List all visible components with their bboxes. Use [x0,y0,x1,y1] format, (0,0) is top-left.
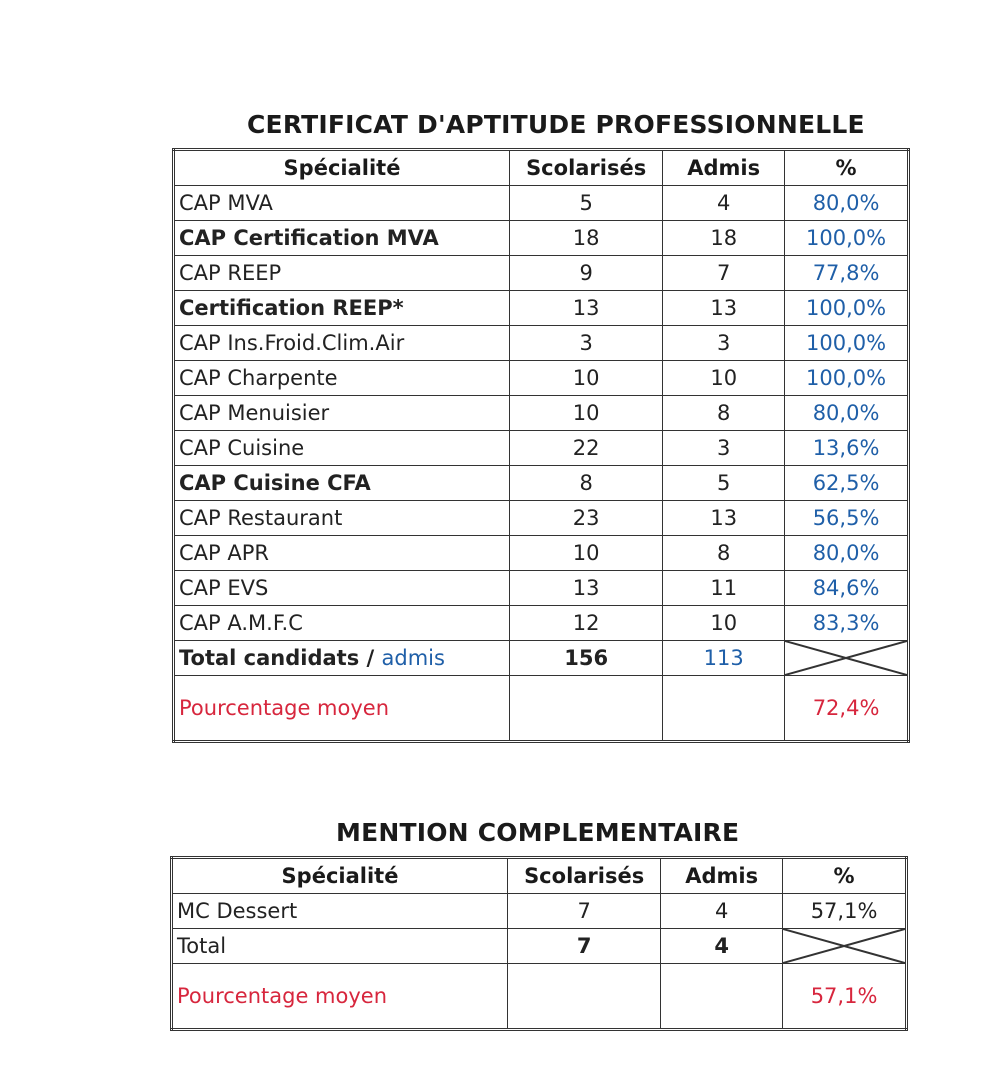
cell-admis: 8 [663,536,785,571]
cell-scolarises: 7 [508,894,661,929]
cell-scolarises: 18 [510,221,663,256]
cap-average-row [174,676,909,742]
cell-scolarises: 3 [510,326,663,361]
cell-percent: 62,5% [785,466,909,501]
header-specialite: Spécialité [174,150,510,186]
cell-specialite: CAP REEP [174,256,510,291]
header-admis: Admis [661,858,783,894]
mc-total-row [172,929,907,964]
average-label: Pourcentage moyen [172,964,508,1030]
cap-total-row [174,641,909,676]
total-label: Total [172,929,508,964]
cell-scolarises: 10 [510,536,663,571]
table-row [174,571,909,606]
total-label [174,641,510,676]
cross-icon [785,641,907,675]
cell-percent: 100,0% [785,291,909,326]
cell-admis: 8 [663,396,785,431]
average-percent: 72,4% [785,676,909,742]
cell-scolarises: 10 [510,396,663,431]
total-scolarises: 156 [510,641,663,676]
cell-percent: 80,0% [785,536,909,571]
cell-admis: 4 [663,186,785,221]
table-row [174,431,909,466]
cell-specialite: CAP Restaurant [174,501,510,536]
table-row [174,466,909,501]
table-row [174,361,909,396]
cell-admis: 4 [661,894,783,929]
cell-percent: 83,3% [785,606,909,641]
table-row [174,326,909,361]
total-admis-label: admis [381,646,445,670]
average-percent: 57,1% [783,964,907,1030]
cell-admis: 5 [663,466,785,501]
cell-specialite: CAP EVS [174,571,510,606]
average-empty-cell [663,676,785,742]
cell-scolarises: 8 [510,466,663,501]
cap-title: CERTIFICAT D'APTITUDE PROFESSIONNELLE [247,110,865,139]
header-specialite: Spécialité [172,858,508,894]
cross-icon [783,929,905,963]
cell-admis: 13 [663,501,785,536]
crossed-out-cell [785,641,909,676]
cell-scolarises: 10 [510,361,663,396]
mc-average-row [172,964,907,1030]
header-scolarises: Scolarisés [510,150,663,186]
average-empty-cell [510,676,663,742]
mc-table-body [172,894,907,1030]
cell-specialite: CAP Cuisine [174,431,510,466]
cell-scolarises: 13 [510,291,663,326]
cell-specialite: CAP Ins.Froid.Clim.Air [174,326,510,361]
mc-table [170,856,908,1031]
cell-specialite: CAP MVA [174,186,510,221]
table-row [174,396,909,431]
table-row [172,894,907,929]
average-empty-cell [661,964,783,1030]
header-percent: % [785,150,909,186]
cell-scolarises: 9 [510,256,663,291]
total-admis: 4 [661,929,783,964]
cell-admis: 11 [663,571,785,606]
table-row [174,536,909,571]
crossed-out-cell [783,929,907,964]
cell-specialite: CAP Cuisine CFA [174,466,510,501]
cell-percent: 57,1% [783,894,907,929]
total-admis: 113 [663,641,785,676]
cap-table-body [174,186,909,742]
mc-title: MENTION COMPLEMENTAIRE [336,818,740,847]
total-candidats-label: Total candidats / [179,646,382,670]
cell-scolarises: 5 [510,186,663,221]
cell-percent: 80,0% [785,396,909,431]
header-scolarises: Scolarisés [508,858,661,894]
cell-percent: 77,8% [785,256,909,291]
cap-header-row [174,150,909,186]
mc-header-row [172,858,907,894]
table-row [174,256,909,291]
cell-scolarises: 13 [510,571,663,606]
cell-admis: 3 [663,431,785,466]
cell-specialite: CAP APR [174,536,510,571]
cell-percent: 84,6% [785,571,909,606]
cell-percent: 100,0% [785,221,909,256]
cell-percent: 56,5% [785,501,909,536]
table-row [174,221,909,256]
total-scolarises: 7 [508,929,661,964]
cell-scolarises: 23 [510,501,663,536]
cell-admis: 13 [663,291,785,326]
cell-specialite: MC Dessert [172,894,508,929]
table-row [174,606,909,641]
cell-specialite: Certification REEP* [174,291,510,326]
cell-admis: 10 [663,606,785,641]
cell-specialite: CAP Certification MVA [174,221,510,256]
cell-specialite: CAP Charpente [174,361,510,396]
cell-specialite: CAP Menuisier [174,396,510,431]
header-admis: Admis [663,150,785,186]
cell-admis: 18 [663,221,785,256]
cell-scolarises: 22 [510,431,663,466]
header-percent: % [783,858,907,894]
cell-scolarises: 12 [510,606,663,641]
average-empty-cell [508,964,661,1030]
cell-percent: 13,6% [785,431,909,466]
cell-admis: 7 [663,256,785,291]
cell-admis: 3 [663,326,785,361]
cell-percent: 100,0% [785,326,909,361]
cell-admis: 10 [663,361,785,396]
table-row [174,501,909,536]
average-label: Pourcentage moyen [174,676,510,742]
table-row [174,291,909,326]
cell-percent: 80,0% [785,186,909,221]
cap-table [172,148,910,743]
cell-specialite: CAP A.M.F.C [174,606,510,641]
cell-percent: 100,0% [785,361,909,396]
table-row [174,186,909,221]
